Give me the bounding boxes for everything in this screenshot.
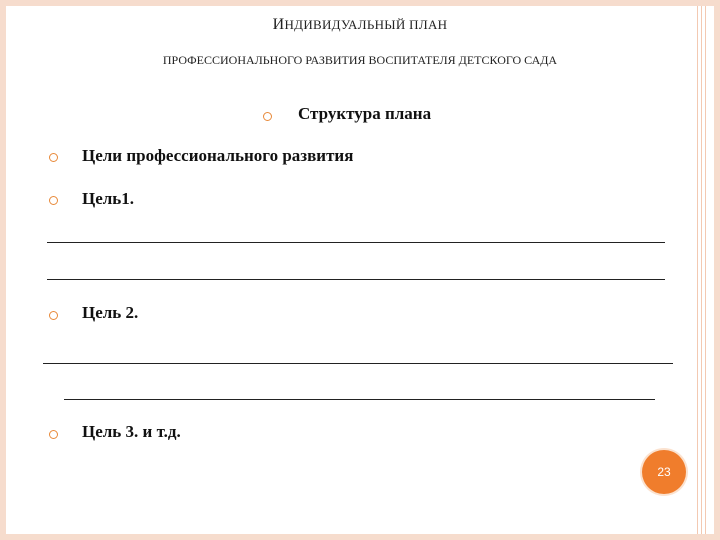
title-initial: И [272,16,285,33]
bullet-icon [263,112,272,121]
page-number-badge: 23 [642,450,686,494]
bullet-icon [49,153,58,162]
fill-in-line [47,242,665,243]
slide-subtitle: ПРОФЕССИОНАЛЬНОГО РАЗВИТИЯ ВОСПИТАТЕЛЯ ДЕТСКОГО САДА [162,53,558,67]
decorative-line [701,6,702,534]
slide-title [0,16,720,34]
bullet-icon [49,311,58,320]
structure-heading: Структура плана [298,104,432,123]
decorative-line [697,6,698,534]
decorative-line [705,6,706,534]
title-rest: НДИВИДУАЛЬНЫЙ ПЛАН [284,17,448,32]
bullet-icon [49,430,58,439]
bullet-icon [49,196,58,205]
list-item: Цель 3. и т.д. [82,422,181,441]
list-item: Цель1. [82,189,135,208]
fill-in-line [64,399,655,400]
list-item: Цели профессионального развития [82,146,354,165]
fill-in-line [47,279,665,280]
list-item: Цель 2. [82,303,139,322]
fill-in-line [43,363,673,364]
